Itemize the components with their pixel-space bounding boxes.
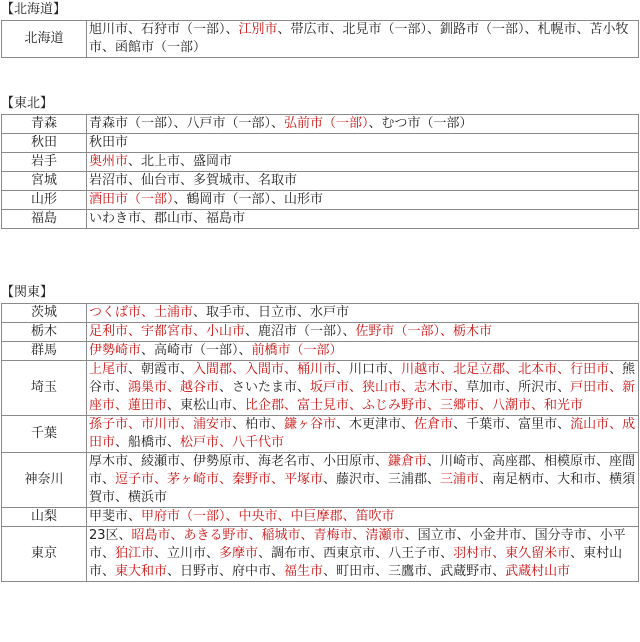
prefecture-cell: 山梨 xyxy=(2,508,87,527)
highlighted-cities: 江別市 xyxy=(238,22,278,37)
cities-text: 岩沼市、仙台市、多賀城市、名取市 xyxy=(89,173,298,188)
highlighted-cities: 昭島市、あきる野市、稲城市、青梅市、清瀬市 xyxy=(131,528,405,543)
section-hokkaido xyxy=(0,0,640,58)
region-table xyxy=(1,303,639,582)
highlighted-cities: 伊勢崎市 xyxy=(89,343,142,358)
table-row xyxy=(2,508,639,527)
table-row xyxy=(2,416,639,453)
highlighted-cities: 武蔵村山市 xyxy=(505,564,571,579)
highlighted-cities: 三浦市 xyxy=(440,472,480,487)
cities-cell xyxy=(87,115,639,134)
prefecture-cell: 宮城 xyxy=(2,172,87,191)
highlighted-cities: 福生市 xyxy=(284,564,324,579)
prefecture-cell: 青森 xyxy=(2,115,87,134)
highlighted-cities: 弘前市（一部） xyxy=(284,116,369,131)
highlighted-cities: 入間郡、入間市、桶川市 xyxy=(193,362,337,377)
cities-text: 、帯広市、北見市（一部）、釧路市（一部）、札幌市、苫小牧市、函館市（一部） xyxy=(89,22,629,55)
highlighted-cities: 東大和市 xyxy=(115,564,168,579)
cities-text: 秋田市 xyxy=(89,135,129,150)
highlighted-cities: 松戸市、八千代市 xyxy=(180,435,285,450)
section-kanto xyxy=(0,283,640,582)
cities-cell xyxy=(87,210,639,229)
cities-cell xyxy=(87,508,639,527)
cities-text: 青森市（一部）、八戸市（一部）、 xyxy=(89,116,285,131)
prefecture-cell: 千葉 xyxy=(2,416,87,453)
highlighted-cities: つくば市、土浦市 xyxy=(89,305,194,320)
highlighted-cities: 鎌ヶ谷市 xyxy=(284,417,337,432)
table-row xyxy=(2,304,639,323)
highlighted-cities: 流山市、成田市 xyxy=(89,417,636,450)
highlighted-cities: 前橋市（一部） xyxy=(251,343,343,358)
section-tohoku xyxy=(0,94,640,229)
prefecture-cell: 茨城 xyxy=(2,304,87,323)
cities-text: 、木更津市、 xyxy=(336,417,415,432)
highlighted-cities: 足利市、宇都宮市、小山市 xyxy=(89,324,246,339)
cities-cell xyxy=(87,21,639,58)
cities-text: 、東村山市、 xyxy=(89,546,623,579)
highlighted-cities: 酒田市（一部） xyxy=(89,192,174,207)
region-table xyxy=(1,20,639,58)
cities-text: 、鶴岡市（一部）、山形市 xyxy=(173,192,324,207)
table-row xyxy=(2,21,639,58)
prefecture-cell: 栃木 xyxy=(2,323,87,342)
table-row xyxy=(2,323,639,342)
highlighted-cities: 佐野市（一部）、栃木市 xyxy=(355,324,493,339)
cities-cell xyxy=(87,191,639,210)
cities-text: 、東松山市、 xyxy=(167,398,246,413)
cities-cell xyxy=(87,172,639,191)
table-row xyxy=(2,453,639,508)
table-row xyxy=(2,210,639,229)
highlighted-cities: 鎌倉市 xyxy=(388,454,428,469)
cities-text: 、熊谷市、 xyxy=(89,362,636,395)
prefecture-cell: 山形 xyxy=(2,191,87,210)
cities-cell xyxy=(87,323,639,342)
highlighted-cities: 鴻巣市、越谷市 xyxy=(128,380,220,395)
highlighted-cities: 奥州市 xyxy=(89,154,129,169)
cities-text: 、南足柄市、大和市、横須賀市、横浜市 xyxy=(89,472,636,505)
cities-text: 、川崎市、高座郡、相模原市、座間市、 xyxy=(89,454,636,487)
prefecture-cell: 秋田 xyxy=(2,134,87,153)
cities-text: 、鹿沼市（一部）、 xyxy=(245,324,356,339)
cities-text: 旭川市、石狩市（一部）、 xyxy=(89,22,239,37)
prefecture-cell: 神奈川 xyxy=(2,453,87,508)
highlighted-cities: 羽村市、東久留米市 xyxy=(453,546,571,561)
highlighted-cities: 川越市、北足立郡、北本市、行田市 xyxy=(401,362,610,377)
cities-cell xyxy=(87,134,639,153)
highlighted-cities: 孫子市、市川市、浦安市 xyxy=(89,417,233,432)
prefecture-cell: 東京 xyxy=(2,527,87,582)
highlighted-cities: 比企郡、富士見市、ふじみ野市、三郷市、八潮市、和光市 xyxy=(245,398,584,413)
region-table xyxy=(1,114,639,229)
cities-text: 、千葉市、富里市、 xyxy=(453,417,571,432)
cities-text: 、船橋市、 xyxy=(115,435,181,450)
cities-cell xyxy=(87,304,639,323)
table-row xyxy=(2,172,639,191)
cities-text: 23区、 xyxy=(89,528,132,543)
highlighted-cities: 多摩市 xyxy=(219,546,259,561)
prefecture-cell: 群馬 xyxy=(2,342,87,361)
cities-cell xyxy=(87,342,639,361)
table-row xyxy=(2,527,639,582)
cities-text: 、調布市、西東京市、八王子市、 xyxy=(258,546,454,561)
section-heading: 【関東】 xyxy=(1,285,54,300)
cities-text: 、北上市、盛岡市 xyxy=(128,154,233,169)
table-row xyxy=(2,191,639,210)
cities-text: 、立川市、 xyxy=(154,546,220,561)
cities-cell xyxy=(87,361,639,416)
cities-cell xyxy=(87,416,639,453)
cities-text: 、むつ市（一部） xyxy=(368,116,473,131)
cities-cell xyxy=(87,153,639,172)
cities-text: 、川口市、 xyxy=(336,362,402,377)
cities-text: 甲斐市、 xyxy=(89,509,142,524)
cities-text: 、高崎市（一部）、 xyxy=(141,343,252,358)
cities-text: 、町田市、三鷹市、武蔵野市、 xyxy=(323,564,506,579)
cities-cell xyxy=(87,527,639,582)
table-row xyxy=(2,134,639,153)
cities-text: いわき市、郡山市、福島市 xyxy=(89,211,246,226)
table-row xyxy=(2,115,639,134)
prefecture-cell: 福島 xyxy=(2,210,87,229)
highlighted-cities: 坂戸市、狭山市、志木市 xyxy=(310,380,454,395)
cities-text: 、草加市、所沢市、 xyxy=(453,380,571,395)
section-heading: 【北海道】 xyxy=(1,2,67,17)
section-heading: 【東北】 xyxy=(1,96,54,111)
highlighted-cities: 甲府市（一部）、中央市、中巨摩郡、笛吹市 xyxy=(141,509,395,524)
highlighted-cities: 佐倉市 xyxy=(414,417,454,432)
cities-text: 厚木市、綾瀬市、伊勢原市、海老名市、小田原市、 xyxy=(89,454,389,469)
prefecture-cell: 埼玉 xyxy=(2,361,87,416)
prefecture-cell: 北海道 xyxy=(2,21,87,58)
table-row xyxy=(2,361,639,416)
cities-text: 、国立市、小金井市、国分寺市、小平市、 xyxy=(89,528,626,561)
cities-cell xyxy=(87,453,639,508)
cities-text: 、柏市、 xyxy=(232,417,285,432)
prefecture-cell: 岩手 xyxy=(2,153,87,172)
highlighted-cities: 狛江市 xyxy=(115,546,155,561)
cities-text: 、取手市、日立市、水戸市 xyxy=(193,305,350,320)
cities-text: 、さいたま市、 xyxy=(219,380,311,395)
table-row xyxy=(2,153,639,172)
highlighted-cities: 逗子市、茅ヶ崎市、秦野市、平塚市 xyxy=(115,472,324,487)
highlighted-cities: 戸田市、新座市、蓮田市 xyxy=(89,380,636,413)
cities-text: 、朝霞市、 xyxy=(128,362,194,377)
table-row xyxy=(2,342,639,361)
highlighted-cities: 上尾市 xyxy=(89,362,129,377)
cities-text: 、藤沢市、三浦郡、 xyxy=(323,472,441,487)
cities-text: 、日野市、府中市、 xyxy=(167,564,285,579)
